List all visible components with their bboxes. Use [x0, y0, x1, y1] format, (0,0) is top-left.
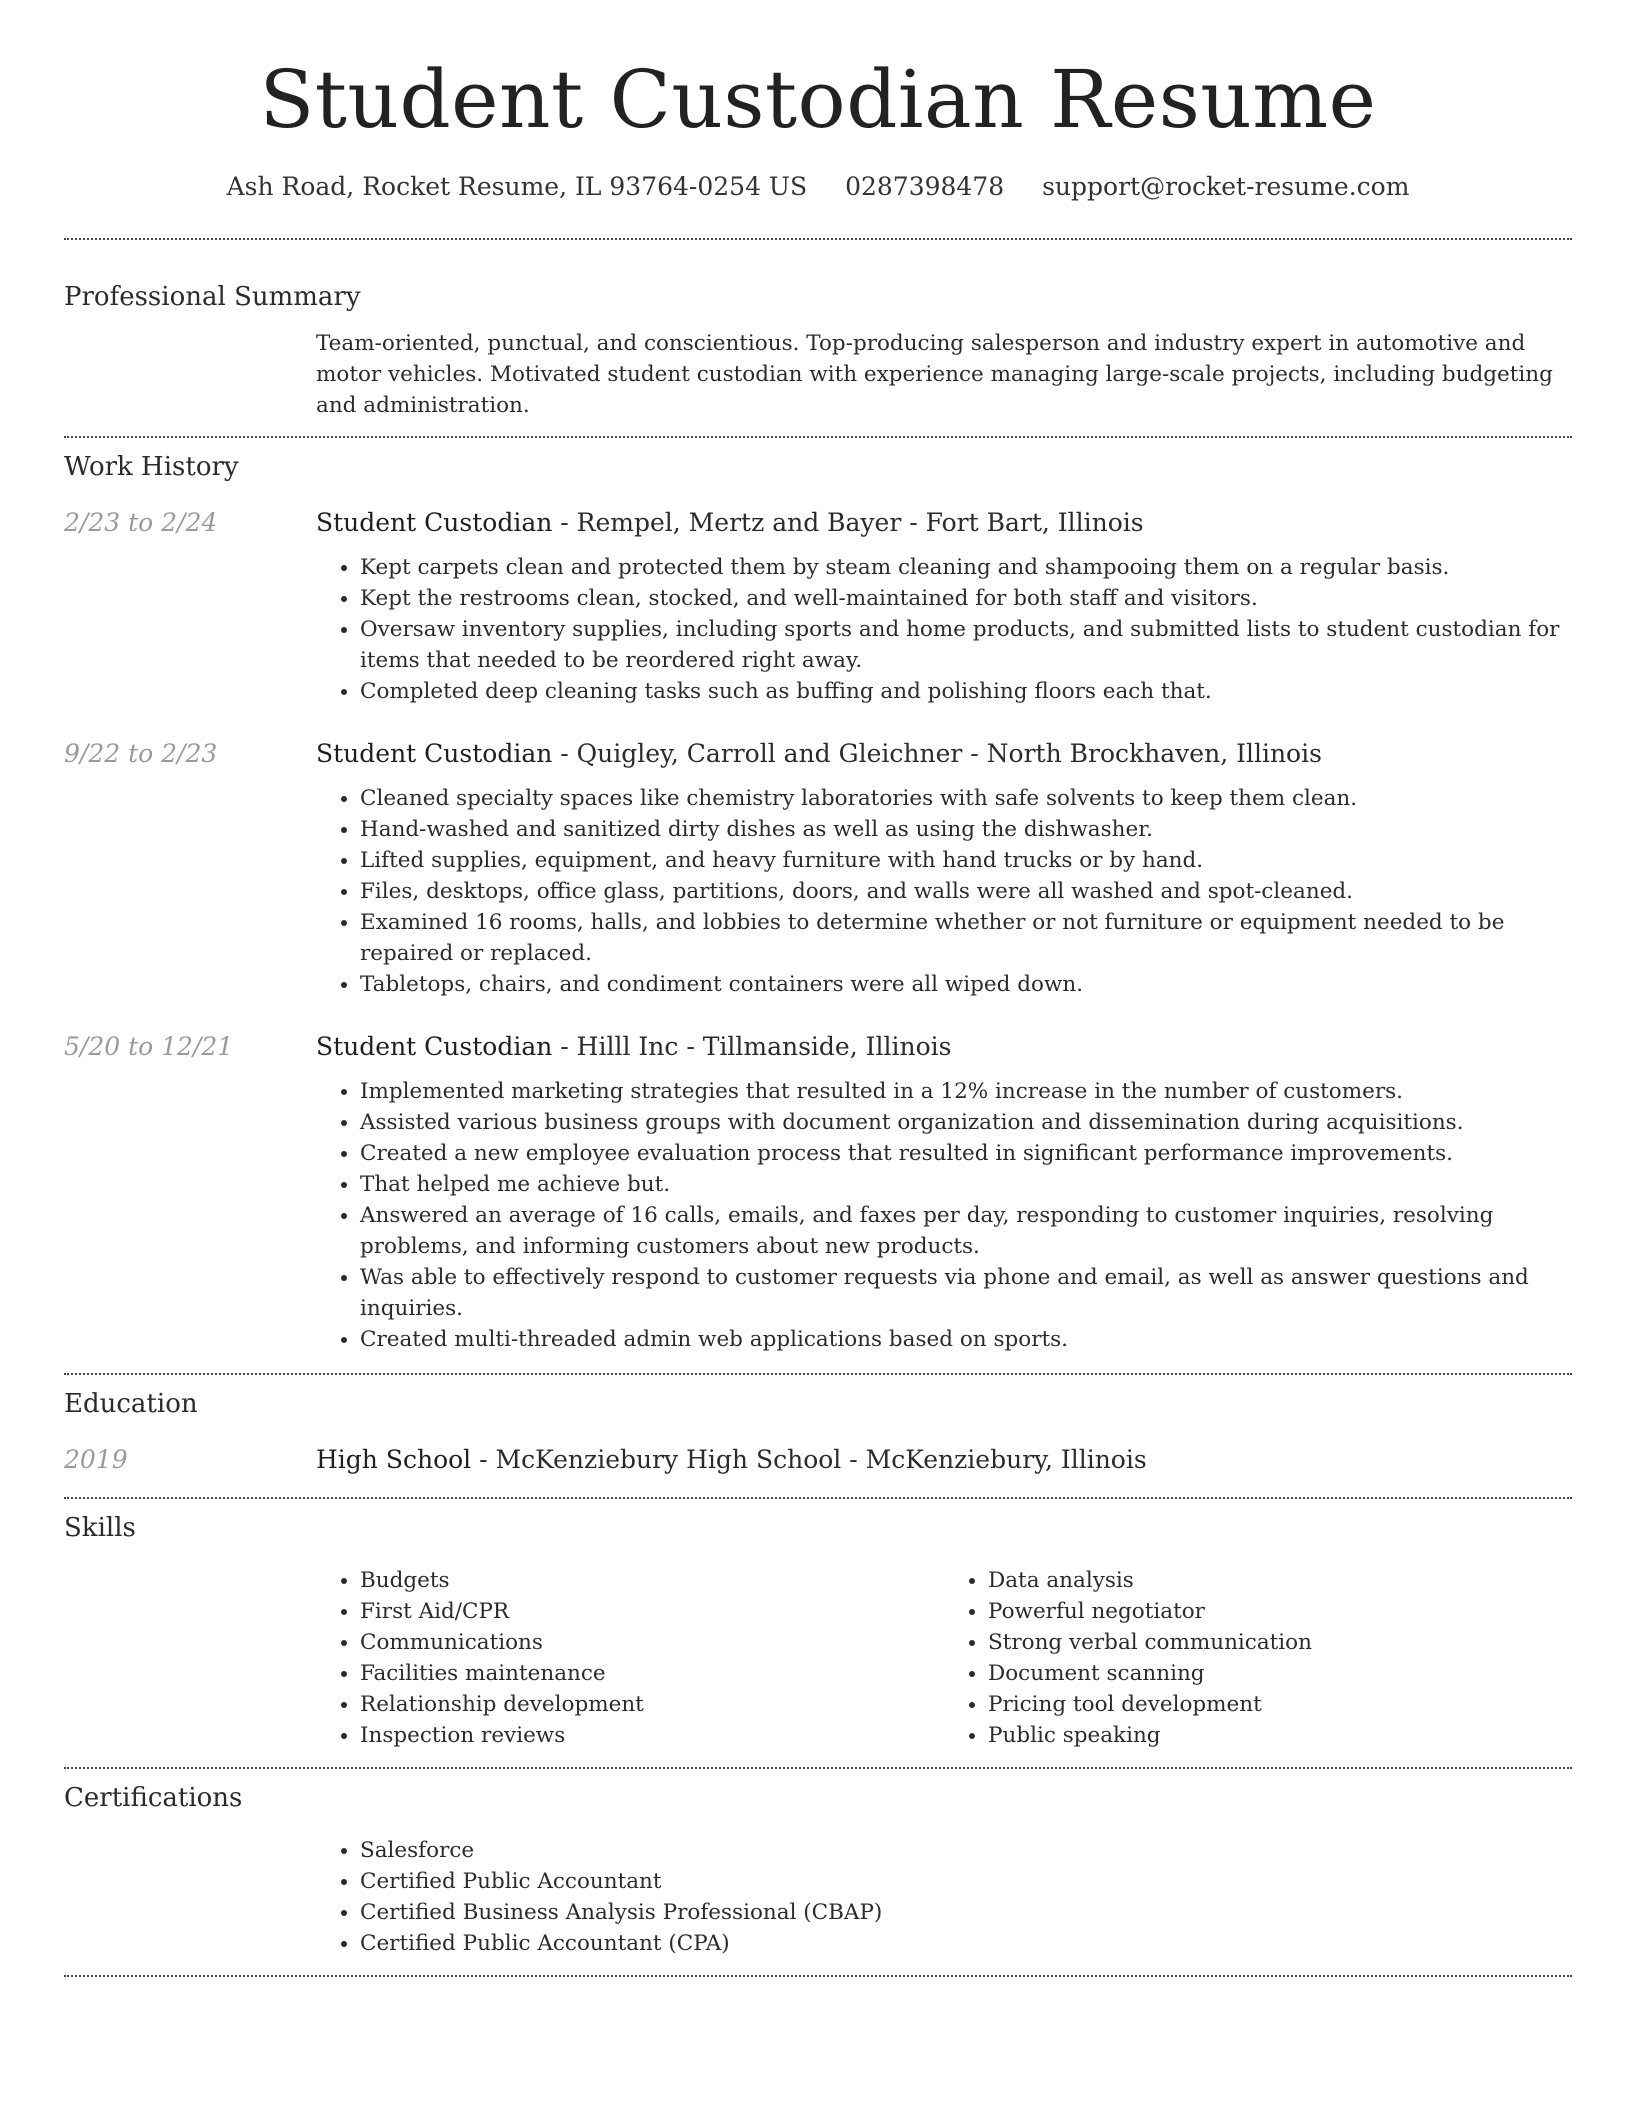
section-divider [64, 1497, 1572, 1499]
work-history-heading: Work History [64, 452, 239, 482]
contact-address: Ash Road, Rocket Resume, IL 93764-0254 US [226, 172, 808, 201]
list-item: • Tabletops, chairs, and condiment containers were all wiped down. [360, 969, 1572, 1000]
work-history-section [64, 450, 1572, 1355]
education-title [316, 1443, 1572, 1477]
list-item: • Files, desktops, office glass, partitions, doors, and walls were all washed and spot-cleaned. [360, 876, 1572, 907]
job-dates: 5/20 to 12/21 [64, 1032, 234, 1061]
contact-email: support@rocket-resume.com [1042, 172, 1410, 201]
job-employer: - Quigley, Carroll and Gleichner - North Brockhaven, Illinois [552, 739, 1322, 768]
job-role: Student Custodian [316, 739, 553, 768]
list-item: • Cleaned specialty spaces like chemistry laboratories with safe solvents to keep them clean. [360, 783, 1572, 814]
list-item: • Strong verbal communication [988, 1627, 1572, 1658]
list-item: • Kept carpets clean and protected them by steam cleaning and shampooing them on a regular basis. [360, 552, 1572, 583]
list-item: • First Aid/CPR [360, 1596, 944, 1627]
job-dates: 9/22 to 2/23 [64, 739, 218, 768]
list-item: • Salesforce [360, 1835, 1572, 1866]
list-item: • Inspection reviews [360, 1720, 944, 1751]
list-item: • That helped me achieve but. [360, 1169, 1572, 1200]
job-employer: - Hilll Inc - Tillmanside, Illinois [552, 1032, 952, 1061]
skills-list-right [944, 1565, 1572, 1751]
job-title [316, 506, 1572, 540]
job-role: Student Custodian [316, 1032, 553, 1061]
job-dates: 2/23 to 2/24 [64, 508, 218, 537]
list-item: • Relationship development [360, 1689, 944, 1720]
list-item: • Created a new employee evaluation process that resulted in significant performance improvements. [360, 1138, 1572, 1169]
job-bullets [316, 1076, 1572, 1355]
certifications-heading: Certifications [64, 1783, 243, 1813]
list-item: • Examined 16 rooms, halls, and lobbies to determine whether or not furniture or equipment needed to be repaired or replaced. [360, 907, 1572, 969]
summary-text: Team-oriented, punctual, and conscientious. Top-producing salesperson and industry expert in automotive and motor vehicles. Motivated student custodian with experience managing large-scale projects, including budgeting and administration. [316, 331, 1553, 418]
list-item: • Public speaking [988, 1720, 1572, 1751]
job-role: Student Custodian [316, 508, 553, 537]
list-item: • Created multi-threaded admin web applications based on sports. [360, 1324, 1572, 1355]
section-divider [64, 436, 1572, 438]
section-divider [64, 1975, 1572, 1977]
job-entry [64, 506, 1572, 707]
list-item: • Powerful negotiator [988, 1596, 1572, 1627]
list-item: • Certified Public Accountant (CPA) [360, 1928, 1572, 1959]
list-item: • Kept the restrooms clean, stocked, and well-maintained for both staff and visitors. [360, 583, 1572, 614]
skills-section [64, 1511, 1572, 1751]
job-title [316, 1030, 1572, 1064]
job-title [316, 737, 1572, 771]
skills-heading: Skills [64, 1513, 136, 1543]
list-item: • Implemented marketing strategies that resulted in a 12% increase in the number of customers. [360, 1076, 1572, 1107]
education-year: 2019 [64, 1445, 128, 1474]
education-school: - McKenziebury High School - McKenziebury, Illinois [471, 1445, 1147, 1474]
list-item: • Data analysis [988, 1565, 1572, 1596]
section-divider [64, 1767, 1572, 1769]
list-item: • Lifted supplies, equipment, and heavy furniture with hand trucks or by hand. [360, 845, 1572, 876]
list-item: • Pricing tool development [988, 1689, 1572, 1720]
list-item: • Assisted various business groups with document organization and dissemination during acquisitions. [360, 1107, 1572, 1138]
list-item: • Certified Public Accountant [360, 1866, 1572, 1897]
list-item: • Completed deep cleaning tasks such as buffing and polishing floors each that. [360, 676, 1572, 707]
education-heading: Education [64, 1389, 198, 1419]
education-section [64, 1387, 1572, 1477]
list-item: • Oversaw inventory supplies, including sports and home products, and submitted lists to student custodian for items that needed to be reordered right away. [360, 614, 1572, 676]
list-item: • Certified Business Analysis Professional (CBAP) [360, 1897, 1572, 1928]
list-item: • Answered an average of 16 calls, emails, and faxes per day, responding to customer inquiries, resolving problems, and informing customers about new products. [360, 1200, 1572, 1262]
list-item: • Was able to effectively respond to customer requests via phone and email, as well as answer questions and inquiries. [360, 1262, 1572, 1324]
contact-phone: 0287398478 [845, 172, 1005, 201]
section-divider [64, 238, 1572, 240]
resume-title: Student Custodian Resume [259, 53, 1377, 146]
resume-page [64, 0, 1572, 1977]
education-entry [64, 1443, 1572, 1477]
section-divider [64, 1373, 1572, 1375]
certifications-list [316, 1835, 1572, 1959]
summary-heading: Professional Summary [64, 282, 361, 312]
education-degree: High School [316, 1445, 472, 1474]
job-employer: - Rempel, Mertz and Bayer - Fort Bart, Illinois [552, 508, 1144, 537]
list-item: • Hand-washed and sanitized dirty dishes as well as using the dishwasher. [360, 814, 1572, 845]
job-bullets [316, 552, 1572, 707]
list-item: • Budgets [360, 1565, 944, 1596]
list-item: • Communications [360, 1627, 944, 1658]
job-entry [64, 737, 1572, 1000]
list-item: • Document scanning [988, 1658, 1572, 1689]
list-item: • Facilities maintenance [360, 1658, 944, 1689]
summary-section [64, 280, 1572, 421]
job-bullets [316, 783, 1572, 1000]
certifications-section [64, 1781, 1572, 1959]
contact-line [64, 170, 1572, 204]
job-entry [64, 1030, 1572, 1355]
skills-list-left [316, 1565, 944, 1751]
skills-columns [316, 1565, 1572, 1751]
